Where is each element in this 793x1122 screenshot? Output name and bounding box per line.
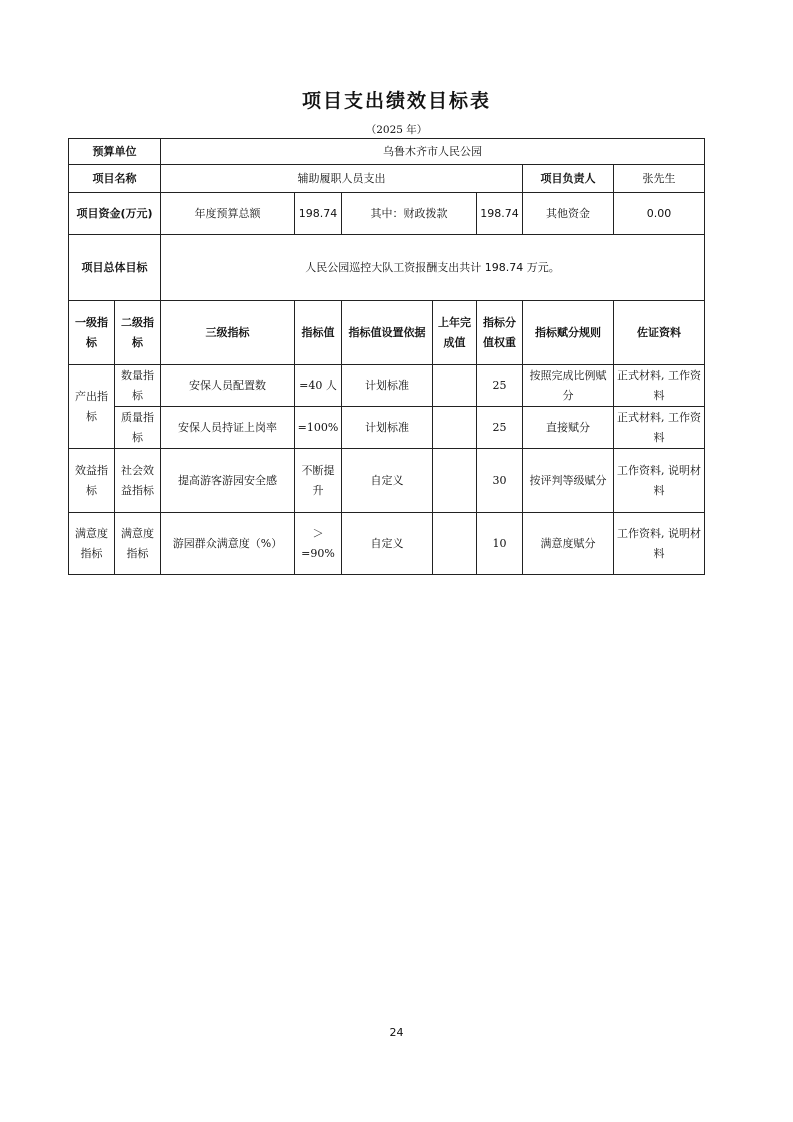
table-row xyxy=(69,513,705,575)
table-row xyxy=(69,365,705,407)
row-basis: 自定义 xyxy=(342,513,433,575)
row-last-year xyxy=(433,513,477,575)
year-label: （2025 年） xyxy=(365,124,428,136)
budget-unit-value: 乌鲁木齐市人民公园 xyxy=(161,139,705,165)
header-last-year: 上年完成值 xyxy=(433,301,477,365)
annual-budget-value: 198.74 xyxy=(295,193,342,235)
row-last-year xyxy=(433,365,477,407)
header-level2: 二级指标 xyxy=(115,301,161,365)
row-rule: 直接赋分 xyxy=(523,407,614,449)
header-level3: 三级指标 xyxy=(161,301,295,365)
row-rule: 按评判等级赋分 xyxy=(523,449,614,513)
fiscal-allocation-label: 其中：财政拨款 xyxy=(342,193,477,235)
header-weight: 指标分值权重 xyxy=(477,301,523,365)
row-level2: 数量指标 xyxy=(115,365,161,407)
header-rule: 指标赋分规则 xyxy=(523,301,614,365)
row-basis: 自定义 xyxy=(342,449,433,513)
row-value: =40 人 xyxy=(295,365,342,407)
overall-goal-value: 人民公园巡控大队工资报酬支出共计 198.74 万元。 xyxy=(161,235,705,301)
row-evidence: 正式材料, 工作资料 xyxy=(614,407,705,449)
row-level2: 质量指标 xyxy=(115,407,161,449)
table-row xyxy=(69,449,705,513)
group-satisfaction: 满意度指标 xyxy=(69,513,115,575)
other-funds-value: 0.00 xyxy=(614,193,705,235)
row-evidence: 正式材料, 工作资料 xyxy=(614,365,705,407)
row-rule: 满意度赋分 xyxy=(523,513,614,575)
annual-budget-label: 年度预算总额 xyxy=(161,193,295,235)
other-funds-label: 其他资金 xyxy=(546,206,590,220)
row-level3: 安保人员持证上岗率 xyxy=(161,407,295,449)
row-basis: 计划标准 xyxy=(342,407,433,449)
page-title: 项目支出绩效目标表 xyxy=(301,90,491,112)
header-index-value: 指标值 xyxy=(295,301,342,365)
row-basis: 计划标准 xyxy=(342,365,433,407)
project-name-value: 辅助履职人员支出 xyxy=(161,165,523,193)
row-level3: 游园群众满意度（%） xyxy=(161,513,295,575)
row-weight: 10 xyxy=(477,513,523,575)
row-last-year xyxy=(433,407,477,449)
page-number: 24 xyxy=(389,1026,404,1039)
row-rule: 按照完成比例赋分 xyxy=(523,365,614,407)
row-evidence: 工作资料, 说明材料 xyxy=(614,449,705,513)
row-level2: 满意度指标 xyxy=(115,513,161,575)
performance-target-table xyxy=(68,138,705,575)
row-weight: 30 xyxy=(477,449,523,513)
project-leader-value: 张先生 xyxy=(614,165,705,193)
row-evidence: 工作资料, 说明材料 xyxy=(614,513,705,575)
row-value: ＞=90% xyxy=(295,513,342,575)
header-evidence: 佐证资料 xyxy=(614,301,705,365)
group-benefit: 效益指标 xyxy=(69,449,115,513)
group-output: 产出指标 xyxy=(69,365,115,449)
row-last-year xyxy=(433,449,477,513)
row-value: 不断提升 xyxy=(295,449,342,513)
project-funds-label: 项目资金(万元) xyxy=(69,193,161,235)
row-level3: 提高游客游园安全感 xyxy=(161,449,295,513)
row-weight: 25 xyxy=(477,365,523,407)
row-level3: 安保人员配置数 xyxy=(161,365,295,407)
header-basis: 指标值设置依据 xyxy=(342,301,433,365)
row-value: =100% xyxy=(295,407,342,449)
project-leader-label: 项目负责人 xyxy=(523,165,614,193)
overall-goal-label: 项目总体目标 xyxy=(69,235,161,301)
table-row xyxy=(69,407,705,449)
row-level2: 社会效益指标 xyxy=(115,449,161,513)
row-weight: 25 xyxy=(477,407,523,449)
other-funds-cell xyxy=(523,193,614,235)
budget-unit-label: 预算单位 xyxy=(69,139,161,165)
fiscal-allocation-value: 198.74 xyxy=(477,193,523,235)
project-name-label: 项目名称 xyxy=(69,165,161,193)
header-level1: 一级指标 xyxy=(69,301,115,365)
